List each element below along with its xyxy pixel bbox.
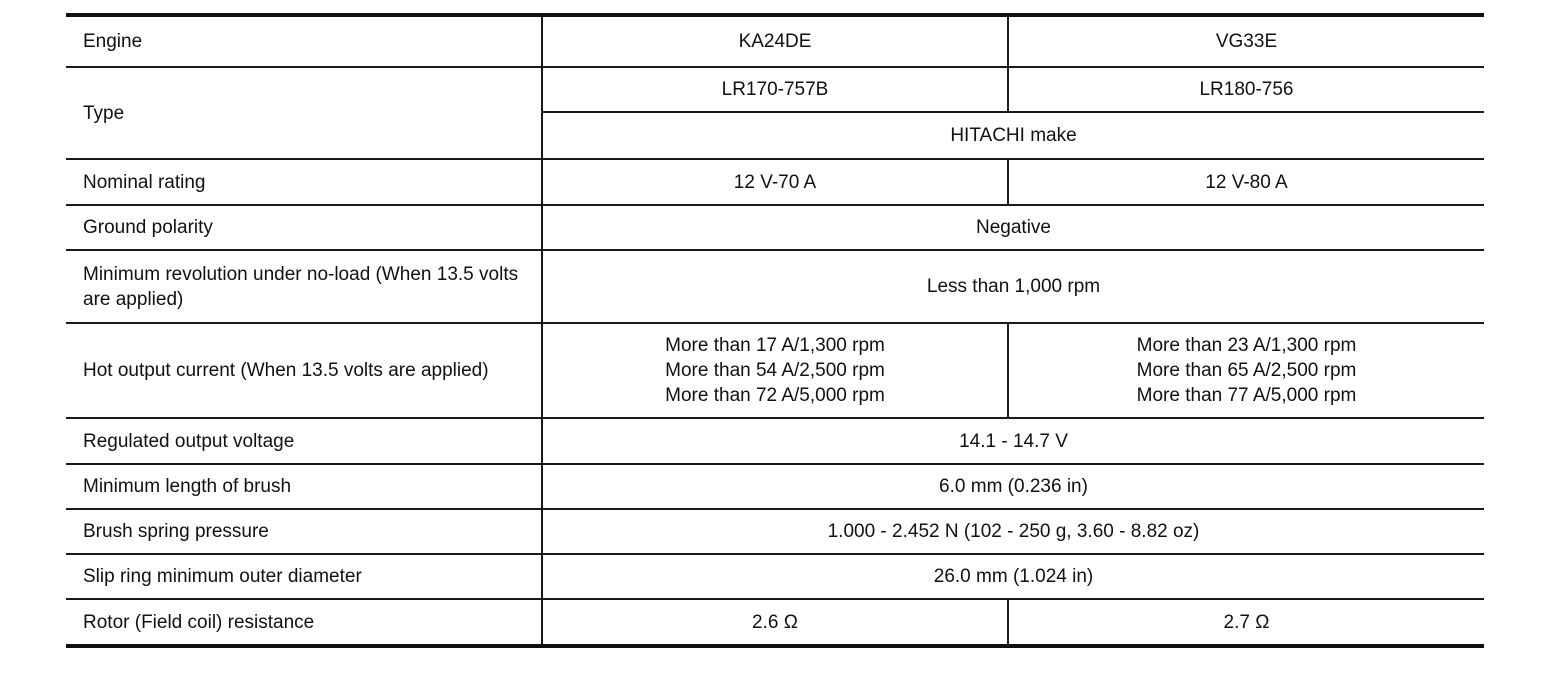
table-row-slip-ring-diameter — [66, 554, 1484, 599]
table-row-type — [66, 67, 1484, 112]
minimum-brush-length-value: 6.0 mm (0.236 in) — [542, 464, 1484, 509]
table-row-brush-spring-pressure — [66, 509, 1484, 554]
alternator-spec-table — [66, 13, 1484, 648]
rotor-resistance-ka24de: 2.6 Ω — [542, 599, 1008, 646]
ground-polarity-value: Negative — [542, 205, 1484, 250]
type-vg33e: LR180-756 — [1008, 67, 1484, 112]
row-label-minimum-revolution: Minimum revolution under no-load (When 13.5 volts are applied) — [66, 250, 542, 323]
regulated-output-voltage-value: 14.1 - 14.7 V — [542, 418, 1484, 464]
hot-output-ka24de-line: More than 17 A/1,300 rpm — [665, 335, 885, 356]
nominal-vg33e: 12 V-80 A — [1008, 159, 1484, 205]
minimum-revolution-value: Less than 1,000 rpm — [542, 250, 1484, 323]
row-label-slip-ring-diameter: Slip ring minimum outer diameter — [66, 554, 542, 599]
row-label-type: Type — [66, 67, 542, 159]
row-label-hot-output-current: Hot output current (When 13.5 volts are applied) — [66, 323, 542, 418]
hot-output-ka24de-line: More than 54 A/2,500 rpm — [665, 360, 885, 381]
table-row-engine — [66, 15, 1484, 67]
hot-output-ka24de-lines — [665, 333, 885, 408]
type-ka24de: LR170-757B — [542, 67, 1008, 112]
hot-output-ka24de — [542, 323, 1008, 418]
table-row-rotor-resistance — [66, 599, 1484, 646]
row-label-rotor-resistance: Rotor (Field coil) resistance — [66, 599, 542, 646]
hot-output-vg33e-lines — [1137, 333, 1357, 408]
row-label-minimum-brush-length: Minimum length of brush — [66, 464, 542, 509]
hot-output-vg33e — [1008, 323, 1484, 418]
rotor-resistance-vg33e: 2.7 Ω — [1008, 599, 1484, 646]
row-label-ground-polarity: Ground polarity — [66, 205, 542, 250]
row-label-brush-spring-pressure: Brush spring pressure — [66, 509, 542, 554]
row-label-engine: Engine — [66, 15, 542, 67]
engine-ka24de: KA24DE — [542, 15, 1008, 67]
table-row-hot-output-current — [66, 323, 1484, 418]
type-make: HITACHI make — [542, 112, 1484, 159]
table-row-regulated-output-voltage — [66, 418, 1484, 464]
nominal-ka24de: 12 V-70 A — [542, 159, 1008, 205]
hot-output-vg33e-line: More than 23 A/1,300 rpm — [1136, 335, 1357, 356]
hot-output-ka24de-line: More than 72 A/5,000 rpm — [665, 385, 885, 406]
row-label-nominal-rating: Nominal rating — [66, 159, 542, 205]
table-row-minimum-brush-length — [66, 464, 1484, 509]
row-label-regulated-output-voltage: Regulated output voltage — [66, 418, 542, 464]
hot-output-vg33e-line: More than 77 A/5,000 rpm — [1136, 385, 1357, 406]
brush-spring-pressure-value: 1.000 - 2.452 N (102 - 250 g, 3.60 - 8.82 oz) — [542, 509, 1484, 554]
table-row-ground-polarity — [66, 205, 1484, 250]
slip-ring-diameter-value: 26.0 mm (1.024 in) — [542, 554, 1484, 599]
table-row-nominal-rating — [66, 159, 1484, 205]
table-row-minimum-revolution — [66, 250, 1484, 323]
hot-output-vg33e-line: More than 65 A/2,500 rpm — [1136, 360, 1357, 381]
engine-vg33e: VG33E — [1008, 15, 1484, 67]
